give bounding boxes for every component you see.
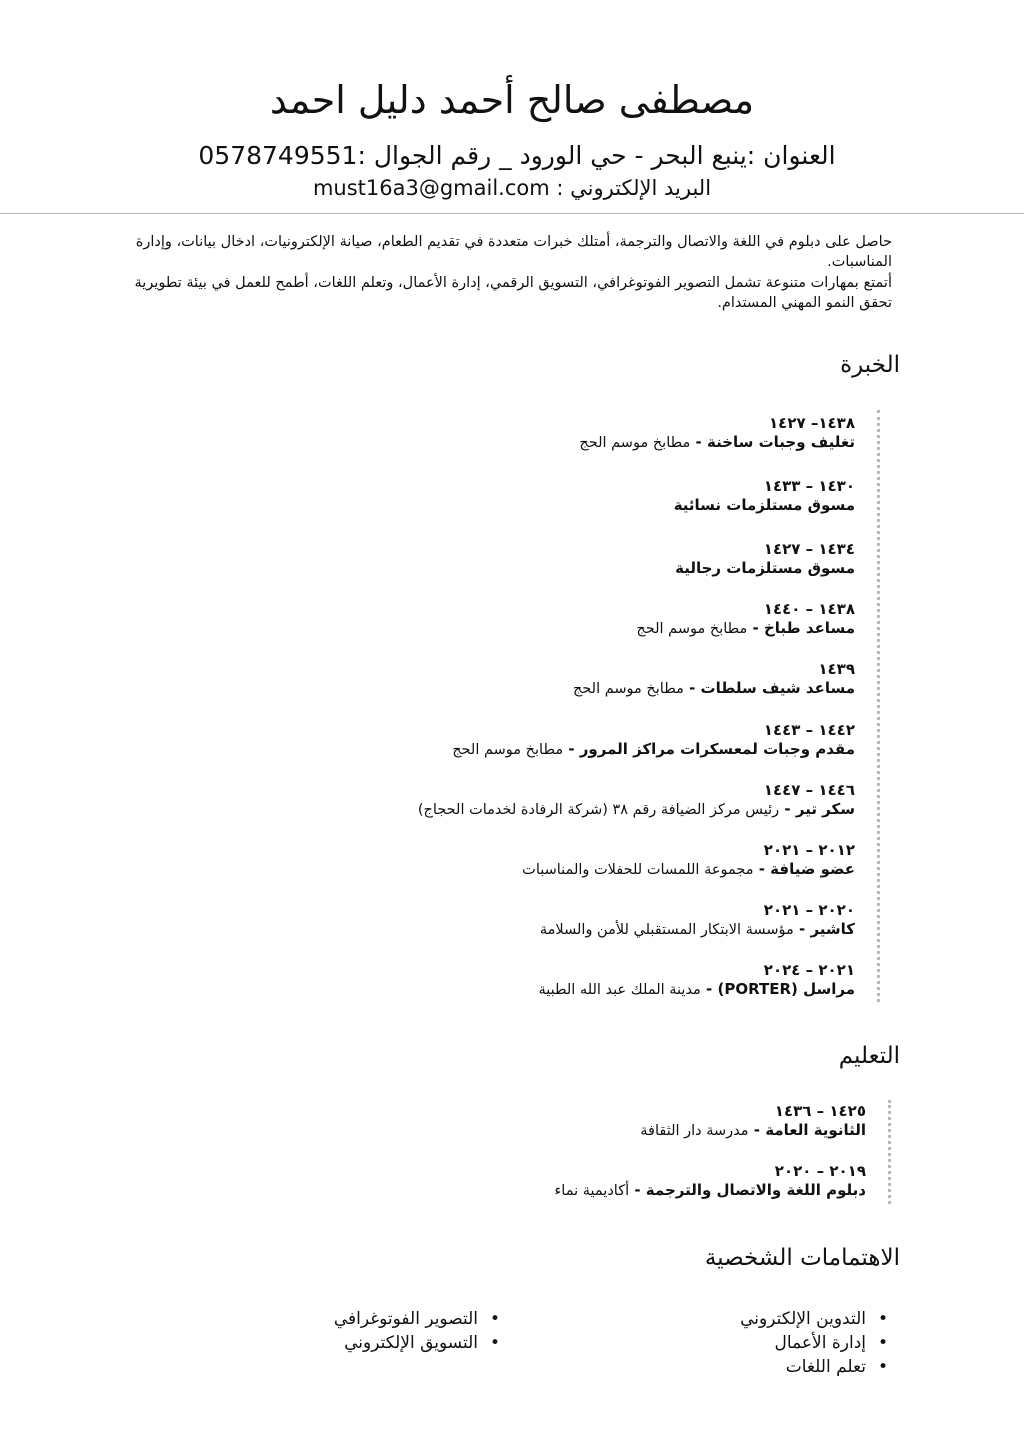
entry-organization: رئيس مركز الضيافة رقم ٣٨ (شركة الرفادة لخدمات الحجاج) <box>417 801 780 818</box>
entry-separator: - <box>700 979 718 998</box>
interest-item: • التسويق الإلكتروني <box>334 1332 500 1356</box>
entry-organization: مطابخ موسم الحج <box>636 620 748 637</box>
education-entry <box>640 1102 866 1140</box>
entry-role: مساعد طباخ <box>763 618 855 637</box>
entry-organization: مدرسة دار الثقافة <box>640 1122 749 1139</box>
entry-date: ٢٠٢٠ – ٢٠٢١ <box>763 901 855 919</box>
interests-column-2 <box>334 1308 500 1356</box>
entry-date: ٢٠٢١ – ٢٠٢٤ <box>763 961 855 979</box>
entry-organization: مطابخ موسم الحج <box>579 434 691 451</box>
interests-heading: الاهتمامات الشخصية <box>704 1245 900 1271</box>
entry-role: سكر تير <box>795 799 855 818</box>
experience-entry <box>540 901 855 939</box>
entry-separator: - <box>748 1120 766 1139</box>
experience-entry <box>675 540 855 578</box>
entry-organization: مطابخ موسم الحج <box>572 680 684 697</box>
entry-organization: مؤسسة الابتكار المستقبلي للأمن والسلامة <box>539 921 794 938</box>
entry-date: ١٤٣٨– ١٤٢٧ <box>769 414 855 432</box>
education-timeline <box>368 1100 891 1204</box>
entry-separator: - <box>683 678 701 697</box>
entry-date: ٢٠١٩ – ٢٠٢٠ <box>774 1162 866 1180</box>
entry-date: ١٤٤٦ – ١٤٤٧ <box>763 781 855 799</box>
entry-organization: مدينة الملك عبد الله الطبية <box>538 981 701 998</box>
entry-date: ١٤٤٢ – ١٤٤٣ <box>763 721 855 739</box>
entry-separator: - <box>793 919 811 938</box>
experience-entry <box>579 414 855 452</box>
interest-item: • التدوين الإلكتروني <box>740 1308 888 1332</box>
entry-separator: - <box>747 618 764 637</box>
experience-entry <box>636 600 855 638</box>
education-entry <box>554 1162 866 1200</box>
entry-role: مساعد شيف سلطات <box>700 678 855 697</box>
entry-date: ١٤٣٤ – ١٤٢٧ <box>763 540 855 558</box>
entry-role: مقدم وجبات لمعسكرات مراكز المرور <box>579 739 855 758</box>
entry-role: مسوق مستلزمات رجالية <box>675 558 855 577</box>
summary-line-1: حاصل على دبلوم في اللغة والاتصال والترجمة، أمتلك خبرات متعددة في تقديم الطعام، صيانة الإلكترونيات، ادخال بيانات، وإدارة المناسبات. <box>135 234 892 271</box>
experience-timeline <box>357 410 880 1002</box>
entry-role: عضو ضيافة <box>770 859 855 878</box>
interest-item: • التصوير الفوتوغرافي <box>334 1308 500 1332</box>
entry-separator: - <box>629 1180 646 1199</box>
entry-separator: - <box>779 799 796 818</box>
interest-item: • إدارة الأعمال <box>740 1332 888 1356</box>
entry-role: كاشير <box>810 919 855 938</box>
entry-role: مسوق مستلزمات نسائية <box>673 495 855 514</box>
address-phone-line: العنوان :ينبع البحر - حي الورود _ رقم الجوال :0578749551 <box>198 141 836 170</box>
profile-summary <box>132 232 892 313</box>
entry-organization: أكاديمية نماء <box>554 1182 630 1199</box>
entry-date: ١٤٣٠ – ١٤٣٣ <box>763 477 855 495</box>
entry-date: ٢٠١٢ – ٢٠٢١ <box>763 841 855 859</box>
summary-line-2: أتمتع بمهارات متنوعة تشمل التصوير الفوتوغرافي، التسويق الرقمي، إدارة الأعمال، وتعلم اللغات، أطمح للعمل في بيئة تطويرية تحقق النمو المهني المستدام. <box>134 274 892 311</box>
entry-separator: - <box>753 859 771 878</box>
entry-role: تغليف وجبات ساخنة <box>706 432 855 451</box>
experience-heading: الخبرة <box>840 352 900 378</box>
entry-role: الثانوية العامة <box>765 1120 866 1139</box>
entry-organization: مطابخ موسم الحج <box>452 741 564 758</box>
entry-organization: مجموعة اللمسات للحفلات والمناسبات <box>522 861 754 878</box>
entry-date: ١٤٣٩ <box>818 660 855 678</box>
experience-entry <box>674 477 855 515</box>
entry-role: مراسل (PORTER) <box>717 979 855 998</box>
entry-date: ١٤٢٥ – ١٤٣٦ <box>774 1102 866 1120</box>
experience-entry <box>452 721 855 759</box>
email-line: البريد الإلكتروني : must16a3@gmail.com <box>312 176 712 200</box>
experience-entry <box>418 781 855 819</box>
interests-column-1 <box>740 1308 888 1379</box>
header-divider <box>0 213 1024 214</box>
experience-entry <box>538 961 855 999</box>
experience-entry <box>522 841 855 879</box>
entry-date: ١٤٣٨ – ١٤٤٠ <box>763 600 855 618</box>
interest-item: • تعلم اللغات <box>740 1356 888 1380</box>
entry-separator: - <box>690 432 707 451</box>
experience-entry <box>573 660 855 698</box>
resume-name: مصطفى صالح أحمد دليل احمد <box>269 78 755 122</box>
education-heading: التعليم <box>838 1043 900 1069</box>
entry-role: دبلوم اللغة والاتصال والترجمة <box>645 1180 866 1199</box>
entry-separator: - <box>563 739 580 758</box>
